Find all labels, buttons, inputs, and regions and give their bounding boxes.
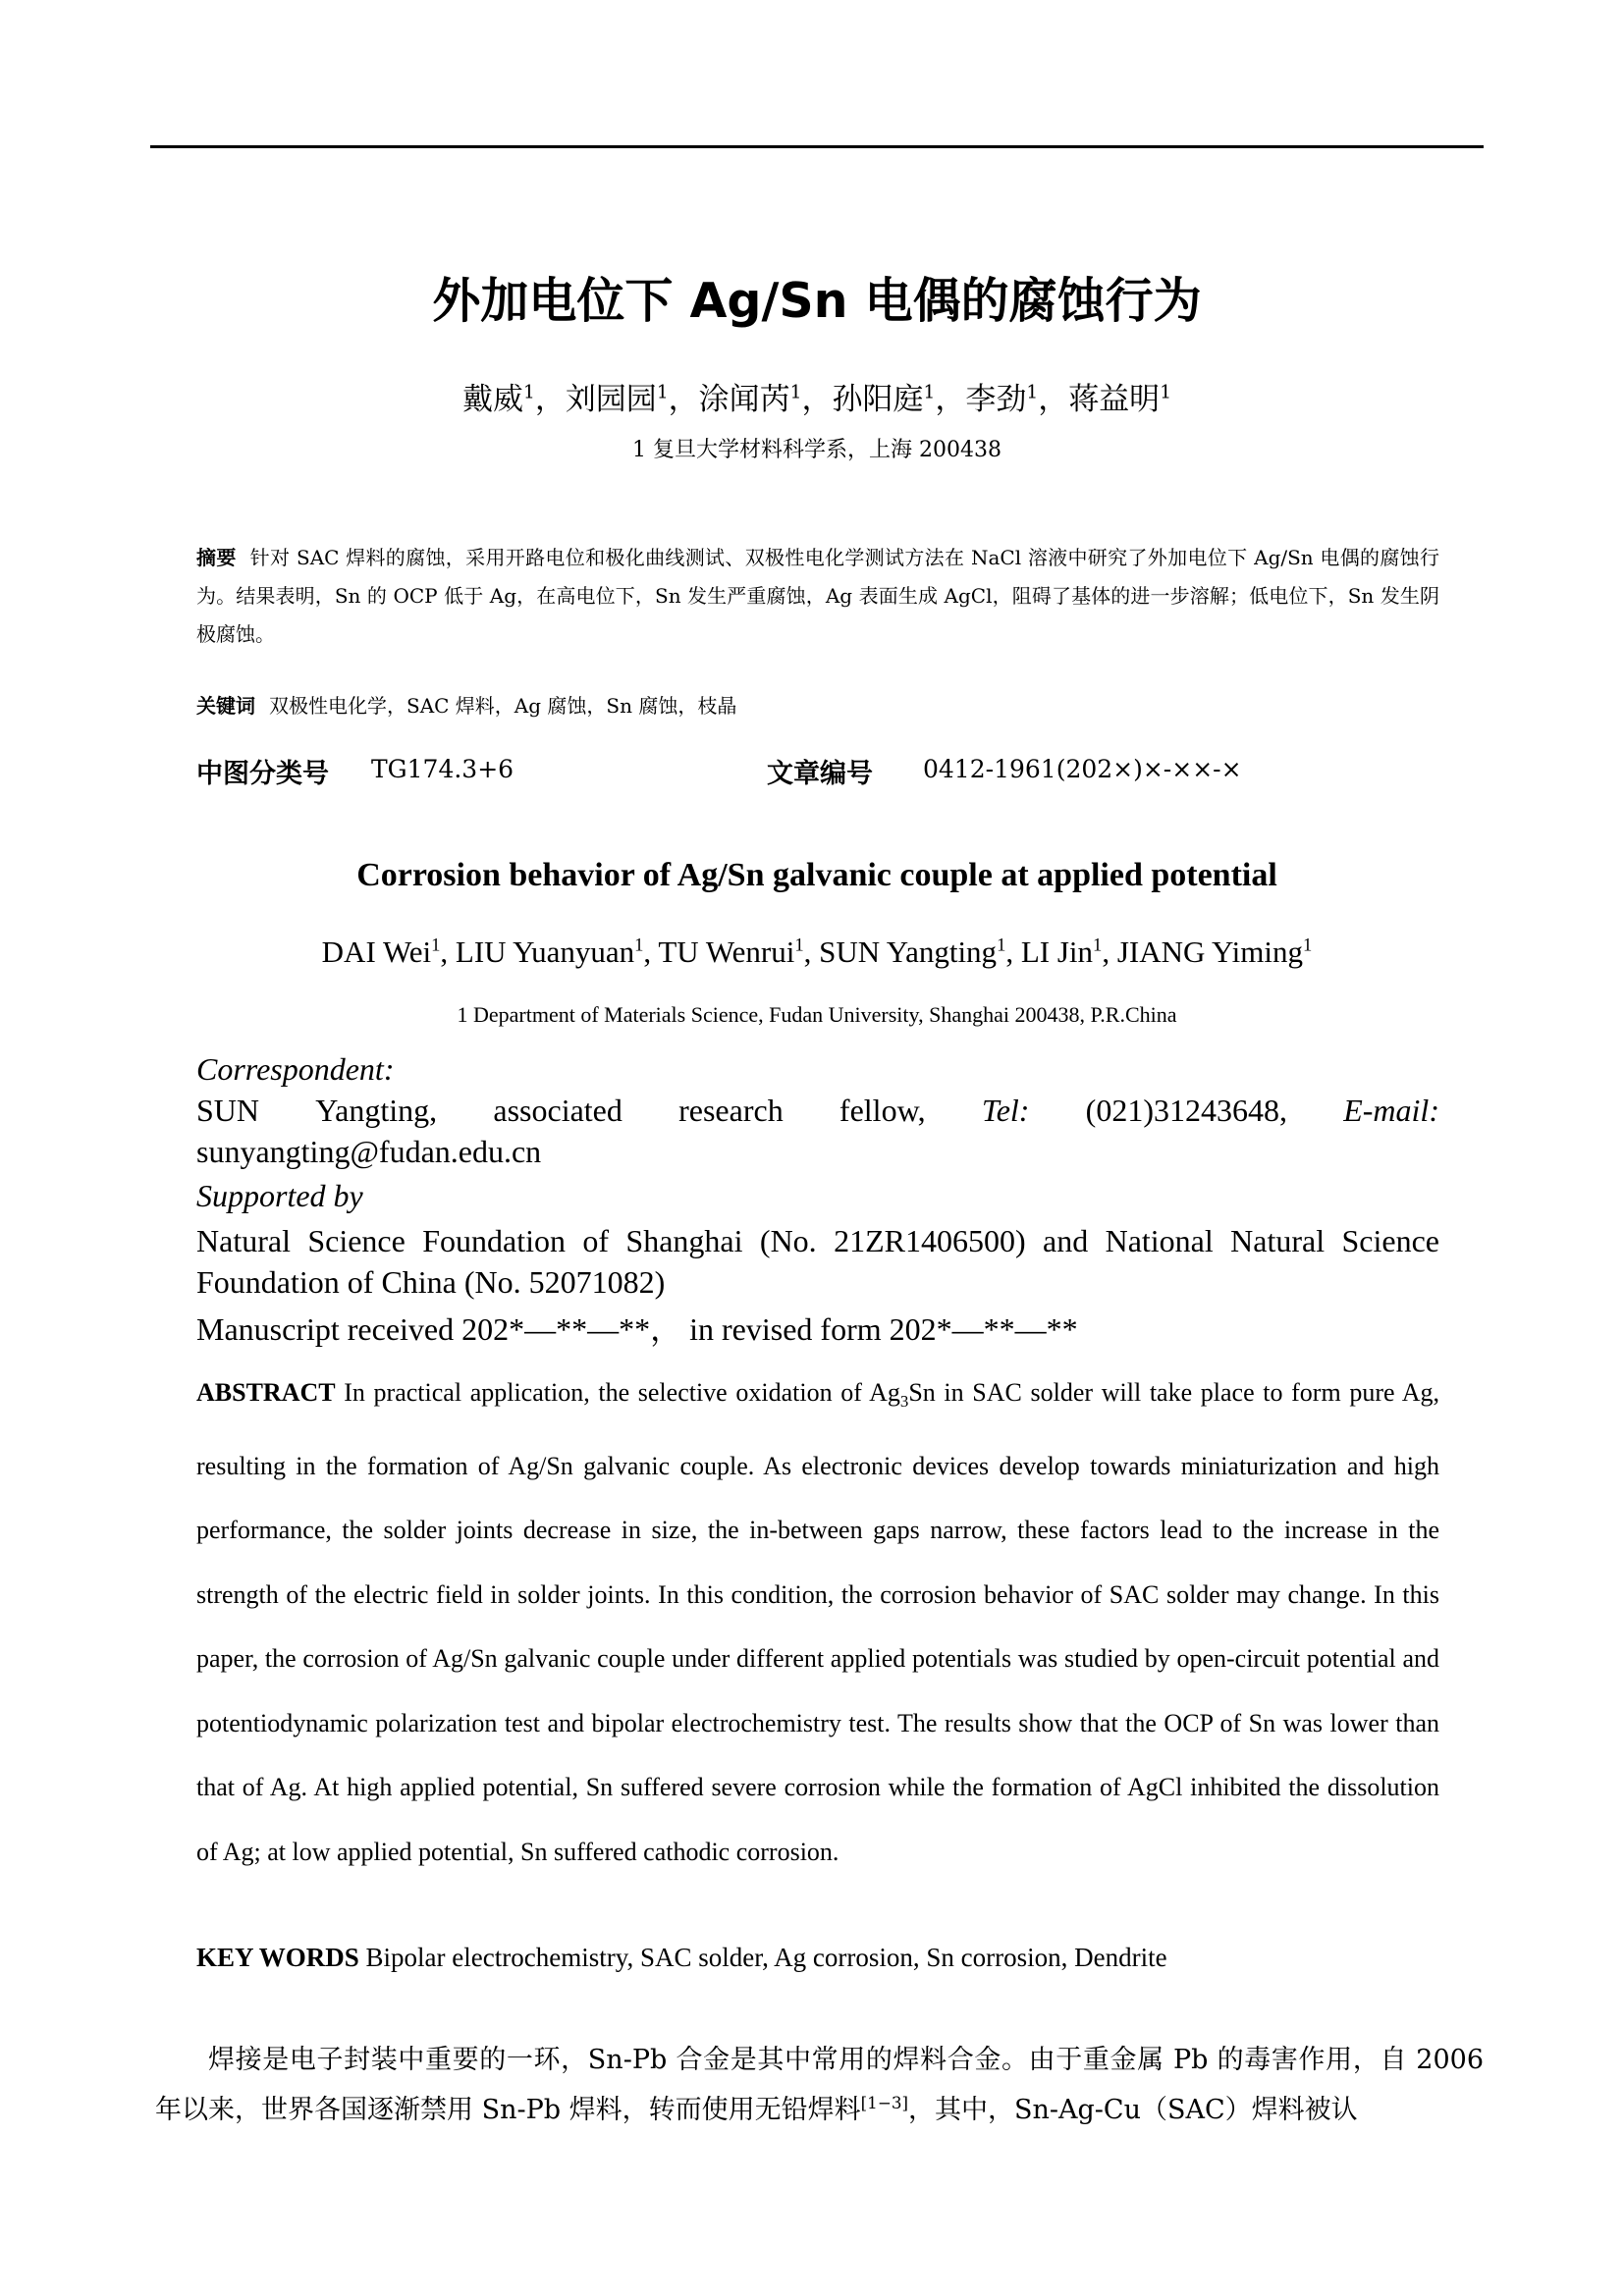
abstract-zh-text: 针对 SAC 焊料的腐蚀，采用开路电位和极化曲线测试、双极性电化学测试方法在 NaCl 溶液中研究了外加电位下 Ag/Sn 电偶的腐蚀行为。结果表明，Sn 的 OCP 低于 Ag，在高电位下，Sn 发生严重腐蚀，Ag 表面生成 AgCl，阻碍了基体的进一步溶解；低电位下，Sn 发生阴极腐蚀。 <box>196 546 1440 646</box>
tel-value: (021)31243648, <box>1085 1093 1287 1128</box>
title-en: Corrosion behavior of Ag/Sn galvanic couple at applied potential <box>356 857 1277 893</box>
keywords-zh-label: 关键词 <box>196 694 255 718</box>
keywords-en-label: KEY WORDS <box>196 1943 359 1972</box>
author-en-name: SUN Yangting <box>819 934 998 969</box>
author-zh-affiliation-mark: 1 <box>1026 382 1039 403</box>
author-zh-affiliation-mark: 1 <box>1160 382 1172 403</box>
author-en-affiliation-mark: 1 <box>997 934 1006 956</box>
authors-zh: 戴威$^1$，刘园园$^1$，涂闻芮$^1$，孙阳庭$^1$，李劲$^1$，蒋益明$^1$ <box>461 382 1172 417</box>
corr-word: SUN <box>196 1093 260 1128</box>
article-number-value: 0412-1961(202×)×-××-× <box>923 755 1242 783</box>
author-en-name: DAI Wei <box>321 934 432 969</box>
keywords-en <box>196 1943 1439 1973</box>
abstract-en-label: ABSTRACT <box>196 1378 336 1407</box>
corr-word: Yangting, <box>315 1093 438 1128</box>
article-number-label: 文章编号 <box>767 759 873 789</box>
author-zh-affiliation-mark: 1 <box>656 382 669 403</box>
abstract-en-text-after: Sn in SAC solder will take place to form pure Ag, resulting in the formation of Ag/Sn galvanic couple. As electronic devices develop towards miniaturization and high performance, the solder joints decrease in size, the in-between gaps narrow, these factors lead to the increase in the strength of the electric field in solder joints. In this condition, the corrosion behavior of SAC solder may change. In this paper, the corrosion of Ag/Sn galvanic couple under different applied potentials was studied by open-circuit potential and potentiodynamic polarization test and bipolar electrochemistry test. The results show that the OCP of Sn was lower than that of Ag. At high applied potential, Sn suffered severe corrosion while the formation of AgCl inhibited the dissolution of Ag; at low applied potential, Sn suffered cathodic corrosion. <box>196 1378 1440 1866</box>
header-rule <box>150 145 1484 148</box>
author-en-affiliation-mark: 1 <box>794 934 804 956</box>
author-en-name: LIU Yuanyuan <box>455 934 635 969</box>
author-zh-name: 蒋益明 <box>1068 382 1161 417</box>
author-zh-affiliation-mark: 1 <box>923 382 936 403</box>
keywords-zh-text: 双极性电化学，SAC 焊料，Ag 腐蚀，Sn 腐蚀，枝晶 <box>269 694 737 718</box>
correspondent-label: Correspondent: <box>196 1051 395 1087</box>
supported-by-label: Supported by <box>196 1178 363 1213</box>
abstract-en <box>196 1361 1439 1884</box>
tel-label: Tel: <box>981 1093 1030 1128</box>
keywords-en-text: Bipolar electrochemistry, SAC solder, Ag corrosion, Sn corrosion, Dendrite <box>365 1943 1167 1972</box>
body-text-part1: 焊接是电子封装中重要的一环，Sn-Pb 合金是其中常用的焊料合金。由于重金属 Pb 的毒害作用，自 2006 年以来，世界各国逐渐禁用 Sn-Pb 焊料，转而使用无铅焊料 <box>155 2045 1484 2125</box>
abstract-en-text-before: In practical application, the selective oxidation of Ag <box>344 1378 900 1407</box>
corr-word: fellow, <box>839 1093 926 1128</box>
authors-en: DAI Wei$^1$, LIU Yuanyuan$^1$, TU Wenrui$^1$, SUN Yangting$^1$, LI Jin$^1$, JIANG Yiming$^1$ <box>321 934 1313 969</box>
author-zh-name: 涂闻芮 <box>698 382 790 417</box>
classification-label: 中图分类号 <box>196 759 329 789</box>
author-en-affiliation-mark: 1 <box>1303 934 1313 956</box>
manuscript-received: Manuscript received 202*—**—**， in revised form 202*—**—** <box>196 1311 1078 1347</box>
corr-word: associated <box>493 1093 623 1128</box>
author-en-name: JIANG Yiming <box>1116 934 1304 969</box>
abstract-en-subscript: 3 <box>899 1392 909 1412</box>
author-zh-name: 李劲 <box>965 382 1027 417</box>
author-en-name: TU Wenrui <box>658 934 795 969</box>
abstract-zh <box>196 539 1439 654</box>
author-en-affiliation-mark: 1 <box>634 934 644 956</box>
author-zh-affiliation-mark: 1 <box>522 382 535 403</box>
author-en-name: LI Jin <box>1020 934 1094 969</box>
correspondent-email: sunyangting@fudan.edu.cn <box>196 1134 542 1169</box>
author-zh-name: 孙阳庭 <box>832 382 924 417</box>
author-en-affiliation-mark: 1 <box>1093 934 1103 956</box>
classification-value: TG174.3+6 <box>371 755 514 783</box>
keywords-zh <box>196 690 1439 719</box>
funding-text: Natural Science Foundation of Shanghai (No. 21ZR1406500) and National Natural Science Foundation of China (No. 52071082) <box>196 1223 1439 1300</box>
body-text-part2: ，其中，Sn-Ag-Cu（SAC）焊料被认 <box>908 2095 1358 2125</box>
affiliation-zh: 1 复旦大学材料科学系，上海 200438 <box>632 438 1001 462</box>
body-paragraph <box>155 2035 1484 2135</box>
author-en-affiliation-mark: 1 <box>431 934 441 956</box>
corr-word: research <box>678 1093 784 1128</box>
affiliation-en: 1 Department of Materials Science, Fudan University, Shanghai 200438, P.R.China <box>457 1002 1177 1027</box>
citation-ref: [1−3] <box>860 2093 908 2112</box>
correspondent-line <box>196 1093 1439 1129</box>
author-zh-name: 戴威 <box>461 382 523 417</box>
title-zh: 外加电位下 Ag/Sn 电偶的腐蚀行为 <box>432 273 1202 329</box>
author-zh-name: 刘园园 <box>565 382 657 417</box>
abstract-zh-label: 摘要 <box>196 546 237 569</box>
email-label: E-mail: <box>1343 1093 1439 1128</box>
author-zh-affiliation-mark: 1 <box>789 382 802 403</box>
